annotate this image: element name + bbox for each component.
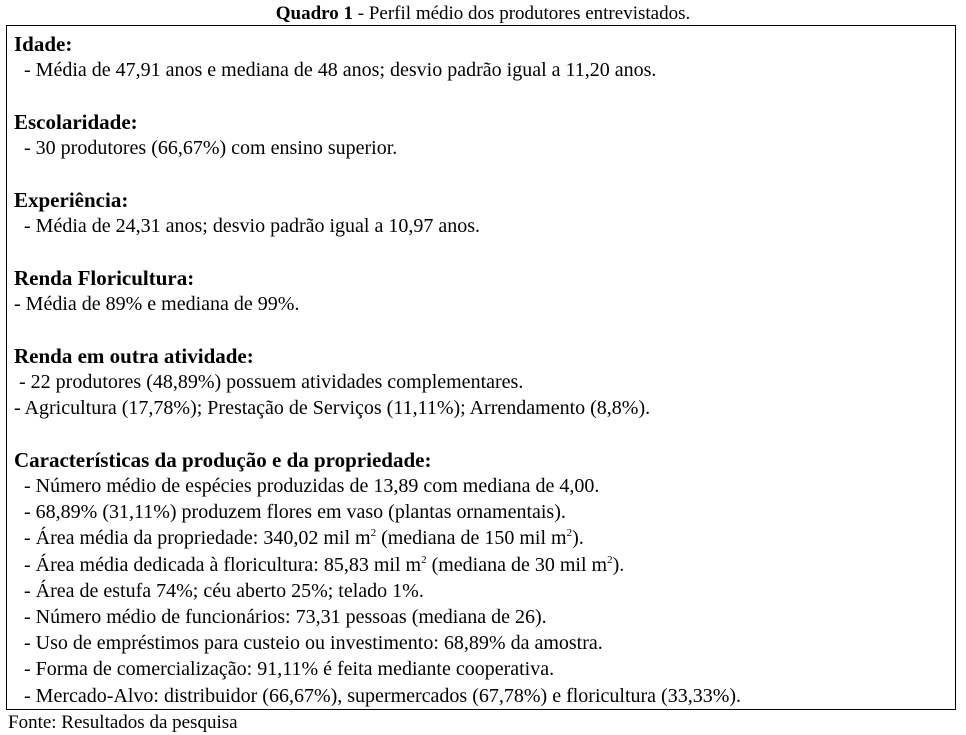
line-text: (mediana de 30 mil m	[426, 553, 608, 576]
section-escolaridade	[14, 109, 955, 161]
profile-frame	[6, 25, 956, 710]
section-heading: Características da produção e da propriedade:	[14, 448, 432, 472]
line-text: ).	[572, 527, 584, 550]
section-line: - Mercado-Alvo: distribuidor (66,67%), supermercados (67,78%) e floricultura (33,33%).	[14, 684, 742, 707]
area-propriedade-line	[14, 525, 955, 551]
line-text: ).	[612, 553, 625, 576]
section-renda-floricultura	[14, 265, 955, 317]
source-note: Fonte: Resultados da pesquisa	[8, 712, 238, 733]
section-line: - Uso de empréstimos para custeio ou investimento: 68,89% da amostra.	[14, 632, 603, 655]
line-text: (mediana de 150 mil m	[376, 527, 567, 550]
caption-text: - Perfil médio dos produtores entrevistados.	[353, 3, 691, 24]
section-line: - 22 produtores (48,89%) possuem atividades complementares.	[14, 371, 524, 393]
section-heading: Renda em outra atividade:	[14, 344, 254, 368]
section-caracteristicas	[14, 447, 955, 709]
area-floricultura-line	[14, 552, 955, 578]
section-line: - Agricultura (17,78%); Prestação de Serviços (11,11%); Arrendamento (8,8%).	[14, 397, 651, 419]
superscript: 2	[566, 527, 573, 540]
caption-label: Quadro 1	[275, 3, 354, 24]
section-heading: Renda Floricultura:	[14, 266, 195, 290]
section-line: - 68,89% (31,11%) produzem flores em vaso (plantas ornamentais).	[14, 501, 566, 524]
section-line: - Número médio de funcionários: 73,31 pessoas (mediana de 26).	[14, 606, 547, 629]
superscript: 2	[370, 527, 377, 540]
section-heading: Escolaridade:	[14, 110, 138, 134]
section-line: - Área de estufa 74%; céu aberto 25%; telado 1%.	[14, 579, 424, 602]
superscript: 2	[421, 553, 427, 566]
superscript: 2	[607, 553, 613, 566]
section-line: - 30 produtores (66,67%) com ensino superior.	[14, 137, 398, 159]
section-heading: Idade:	[14, 32, 73, 56]
section-experiencia	[14, 187, 955, 239]
section-line: - Média de 89% e mediana de 99%.	[14, 293, 300, 315]
section-renda-outra-atividade	[14, 343, 955, 421]
table-caption	[0, 3, 966, 25]
section-line: - Forma de comercialização: 91,11% é feita mediante cooperativa.	[14, 658, 555, 681]
line-text: - Área média dedicada à floricultura: 85,83 mil m	[14, 553, 422, 576]
section-idade	[14, 31, 955, 83]
line-text: - Área média da propriedade: 340,02 mil m	[14, 527, 371, 550]
section-line: - Média de 47,91 anos e mediana de 48 anos; desvio padrão igual a 11,20 anos.	[14, 59, 657, 81]
section-line: - Média de 24,31 anos; desvio padrão igual a 10,97 anos.	[14, 215, 481, 237]
section-heading: Experiência:	[14, 188, 129, 212]
section-line: - Número médio de espécies produzidas de 13,89 com mediana de 4,00.	[14, 475, 600, 497]
